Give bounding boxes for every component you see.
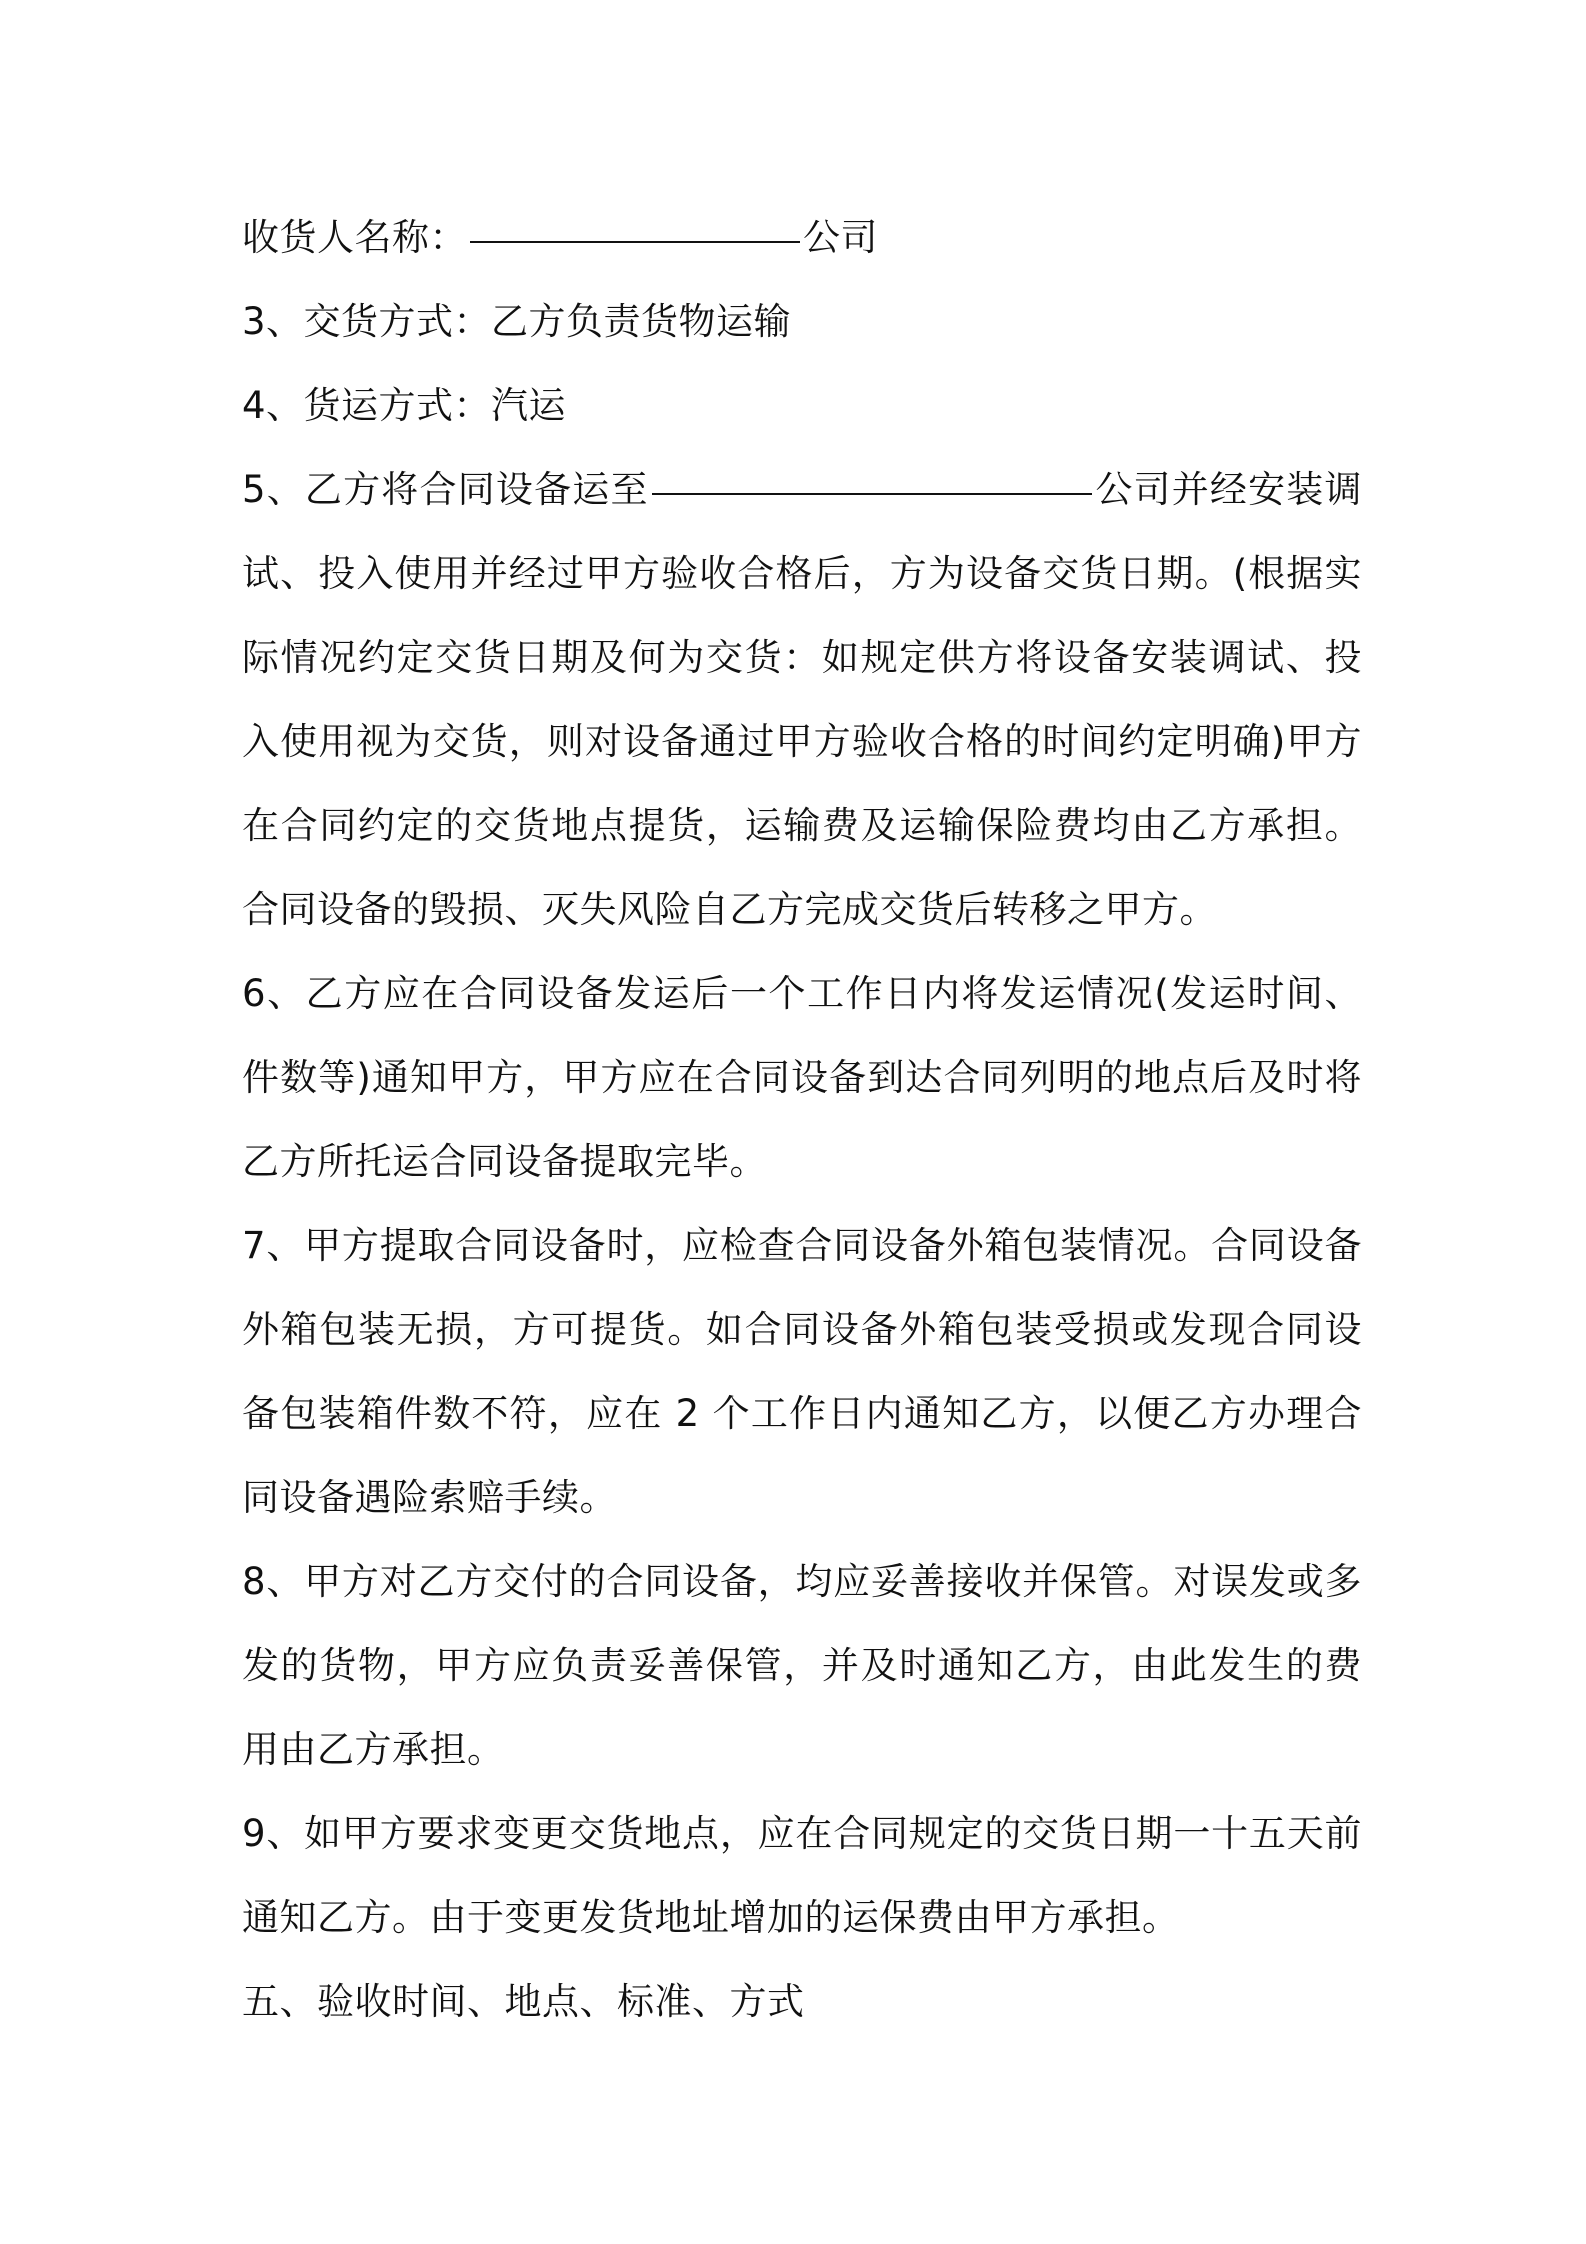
destination-blank	[652, 493, 1092, 495]
clause-7: 7、甲方提取合同设备时，应检查合同设备外箱包装情况。合同设备外箱包装无损，方可提货。如合同设备外箱包装受损或发现合同设备包装箱件数不符，应在 2 个工作日内通知乙方，以便乙方办理合同设备遇险索赔手续。	[242, 1224, 1362, 1519]
clause-8: 8、甲方对乙方交付的合同设备，均应妥善接收并保管。对误发或多发的货物，甲方应负责妥善保管，并及时通知乙方，由此发生的费用由乙方承担。	[242, 1560, 1362, 1771]
clause-9: 9、如甲方要求变更交货地点，应在合同规定的交货日期一十五天前通知乙方。由于变更发货地址增加的运保费由甲方承担。	[242, 1812, 1362, 1939]
clause-5-suffix: 公司并经安装调试、投入使用并经过甲方验收合格后，方为设备交货日期。(根据实际情况约定交货日期及何为交货：如规定供方将设备安装调试、投入使用视为交货，则对设备通过甲方验收合格的时间约定明确)甲方在合同约定的交货地点提货，运输费及运输保险费均由乙方承担。合同设备的毁损、灭失风险自乙方完成交货后转移之甲方。	[242, 468, 1362, 931]
section-5-heading: 五、验收时间、地点、标准、方式	[242, 1980, 805, 2023]
clause-5	[242, 448, 1362, 952]
clause-3: 3、交货方式：乙方负责货物运输	[242, 300, 792, 343]
clause-4: 4、货运方式：汽运	[242, 384, 567, 427]
clause-5-prefix: 5、乙方将合同设备运至	[242, 468, 649, 511]
consignee-suffix: 公司	[803, 216, 878, 259]
consignee-label: 收货人名称：	[242, 216, 467, 259]
document-body	[242, 196, 1362, 2044]
clause-6: 6、乙方应在合同设备发运后一个工作日内将发运情况(发运时间、件数等)通知甲方，甲方应在合同设备到达合同列明的地点后及时将乙方所托运合同设备提取完毕。	[242, 972, 1362, 1183]
consignee-blank	[470, 241, 800, 243]
consignee-line	[242, 196, 1362, 280]
